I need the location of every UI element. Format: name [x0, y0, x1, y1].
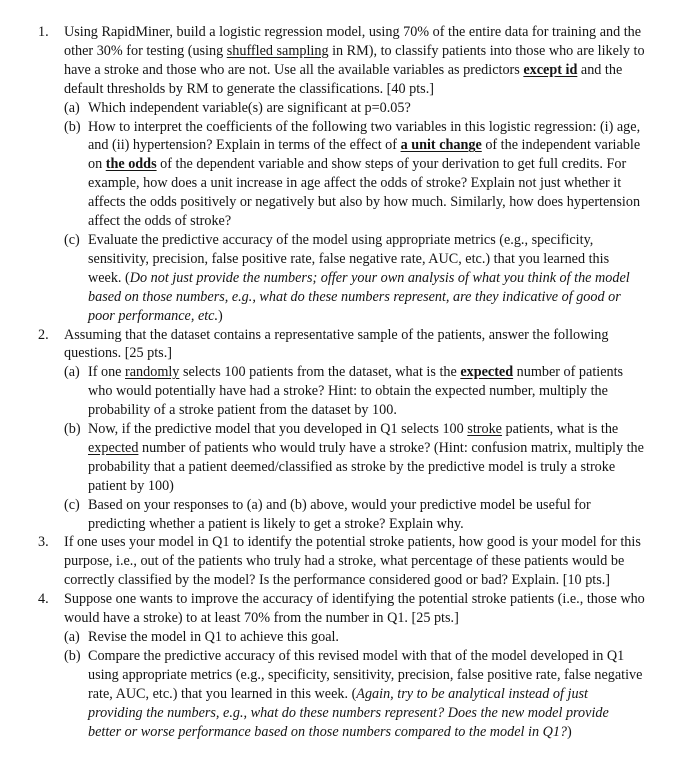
text-run: selects 100 patients from the dataset, what is the [179, 364, 461, 381]
subquestion-text [88, 496, 645, 534]
subquestion-text [88, 118, 645, 231]
subquestion-item [64, 628, 645, 647]
text-run: If one [88, 364, 126, 381]
subquestion-item [64, 231, 645, 326]
emphasis-bold-underline: a unit change [400, 137, 482, 154]
text-run: Now, if the predictive model that you developed in Q1 selects 100 [88, 421, 468, 438]
emphasis-bold-underline: expected [460, 364, 514, 381]
text-run: patients, what is the [501, 421, 619, 438]
subquestion-list [64, 628, 645, 741]
question-text [64, 533, 645, 590]
question-list [0, 23, 685, 741]
text-run: number of patients who would truly have a stroke? (Hint: confusion matrix, multiply the probability that a patient deemed/classified as stroke by the predictive model is truly a stroke patient by 100) [88, 439, 644, 494]
emphasis-bold-underline: the odds [105, 156, 157, 173]
subquestion-text [88, 420, 645, 496]
text-run: Compare the predictive accuracy of this revised model with that of the model developed in Q1 using appropriate metrics (e.g., specificity, sensitivity, precision, false positive rate, false negative rate, AUC, etc.) that you learned in this week. ( [88, 647, 643, 702]
question-item [0, 590, 685, 741]
subquestion-label: (b) [64, 647, 81, 664]
subquestion-label: (a) [64, 99, 80, 116]
text-run: number of patients who would potentially have had a stroke? Hint: to obtain the expected number, multiply the probability of a stroke patient from the dataset by 100. [88, 364, 624, 419]
text-run: Assuming that the dataset contains a representative sample of the patients, answer the following questions. [25 pts.] [64, 326, 609, 362]
question-item [0, 326, 685, 534]
subquestion-list [64, 363, 645, 533]
question-number: 4. [38, 591, 49, 608]
text-run: ) [567, 723, 572, 740]
subquestion-text [88, 99, 645, 118]
text-run: Suppose one wants to improve the accuracy of identifying the potential stroke patients (i.e., those who would have a stroke) to at least 70% from the number in Q1. [25 pts.] [64, 591, 645, 627]
subquestion-item [64, 99, 645, 118]
emphasis-underline: randomly [125, 364, 180, 381]
text-run: ) [218, 307, 223, 324]
text-run: of the independent variable on [88, 137, 641, 173]
question-text [64, 590, 645, 628]
subquestion-label: (a) [64, 364, 80, 381]
subquestion-list [64, 99, 645, 326]
text-run: of the dependent variable and show steps of your derivation to get full credits. For example, how does a unit increase in age affect the odds of stroke? Explain not just whether it affects the odds positively or negatively but also by how much. Similarly, how does hypertension affect the odds of stroke? [88, 156, 641, 230]
question-number: 1. [38, 24, 49, 40]
subquestion-label: (a) [64, 629, 80, 645]
subquestion-label: (b) [64, 421, 81, 438]
subquestion-item [64, 496, 645, 534]
emphasis-bold-underline: except id [523, 61, 578, 78]
subquestion-item [64, 118, 645, 231]
subquestion-label: (b) [64, 118, 81, 135]
text-run: How to interpret the coefficients of the following two variables in this logistic regression: (i) age, and (ii) hypertension? Explain in terms of the effect of [88, 118, 641, 154]
text-run: Which independent variable(s) are significant at p=0.05? [88, 99, 411, 116]
emphasis-italic: Again, try to be analytical instead of just providing the numbers, e.g., what do these numbers represent? Does the new model provide better or worse performance based on those numbers compared to the model in Q1? [88, 685, 609, 740]
emphasis-underline: expected [88, 439, 139, 456]
text-run: Revise the model in Q1 to achieve this goal. [88, 629, 339, 645]
text-run: If one uses your model in Q1 to identify the potential stroke patients, how good is your model for this purpose, i.e., out of the patients who truly had a stroke, what percentage of these patients would be correctly classified by the model? Is the performance considered good or bad? Explain. [10 pts.] [64, 534, 641, 589]
question-item [0, 533, 685, 590]
text-run: Using RapidMiner, build a logistic regression model, using 70% of the entire data for training and the other 30% for testing (using [64, 24, 642, 59]
subquestion-label: (c) [64, 496, 80, 513]
text-run: Based on your responses to (a) and (b) above, would your predictive model be useful for predicting whether a patient is likely to get a stroke? Explain why. [88, 496, 591, 532]
text-run: in RM), to classify patients into those who are likely to have a stroke and those who are not. Use all the available variables as predictors [64, 42, 645, 78]
subquestion-item [64, 420, 645, 496]
subquestion-text [88, 363, 645, 420]
emphasis-underline: shuffled sampling [226, 42, 329, 59]
question-number: 3. [38, 534, 49, 551]
subquestion-text [88, 231, 645, 326]
question-text [64, 326, 645, 364]
subquestion-item [64, 647, 645, 742]
emphasis-italic: Do not just provide the numbers; offer your own analysis of what you think of the model based on those numbers, e.g., what do these numbers represent, are they indicative of good or poor performance, etc. [88, 269, 630, 324]
subquestion-label: (c) [64, 231, 80, 248]
question-text [64, 23, 645, 99]
emphasis-underline: stroke [467, 421, 502, 438]
question-number: 2. [38, 326, 49, 343]
question-item [0, 23, 685, 326]
subquestion-text [88, 628, 645, 647]
subquestion-text [88, 647, 645, 742]
text-run: Evaluate the predictive accuracy of the model using appropriate metrics (e.g., specificity, sensitivity, precision, false positive rate, false negative rate, AUC, etc.) that you learned this week. ( [88, 231, 610, 286]
subquestion-item [64, 363, 645, 420]
text-run: and the default thresholds by RM to generate the classifications. [40 pts.] [64, 61, 623, 97]
